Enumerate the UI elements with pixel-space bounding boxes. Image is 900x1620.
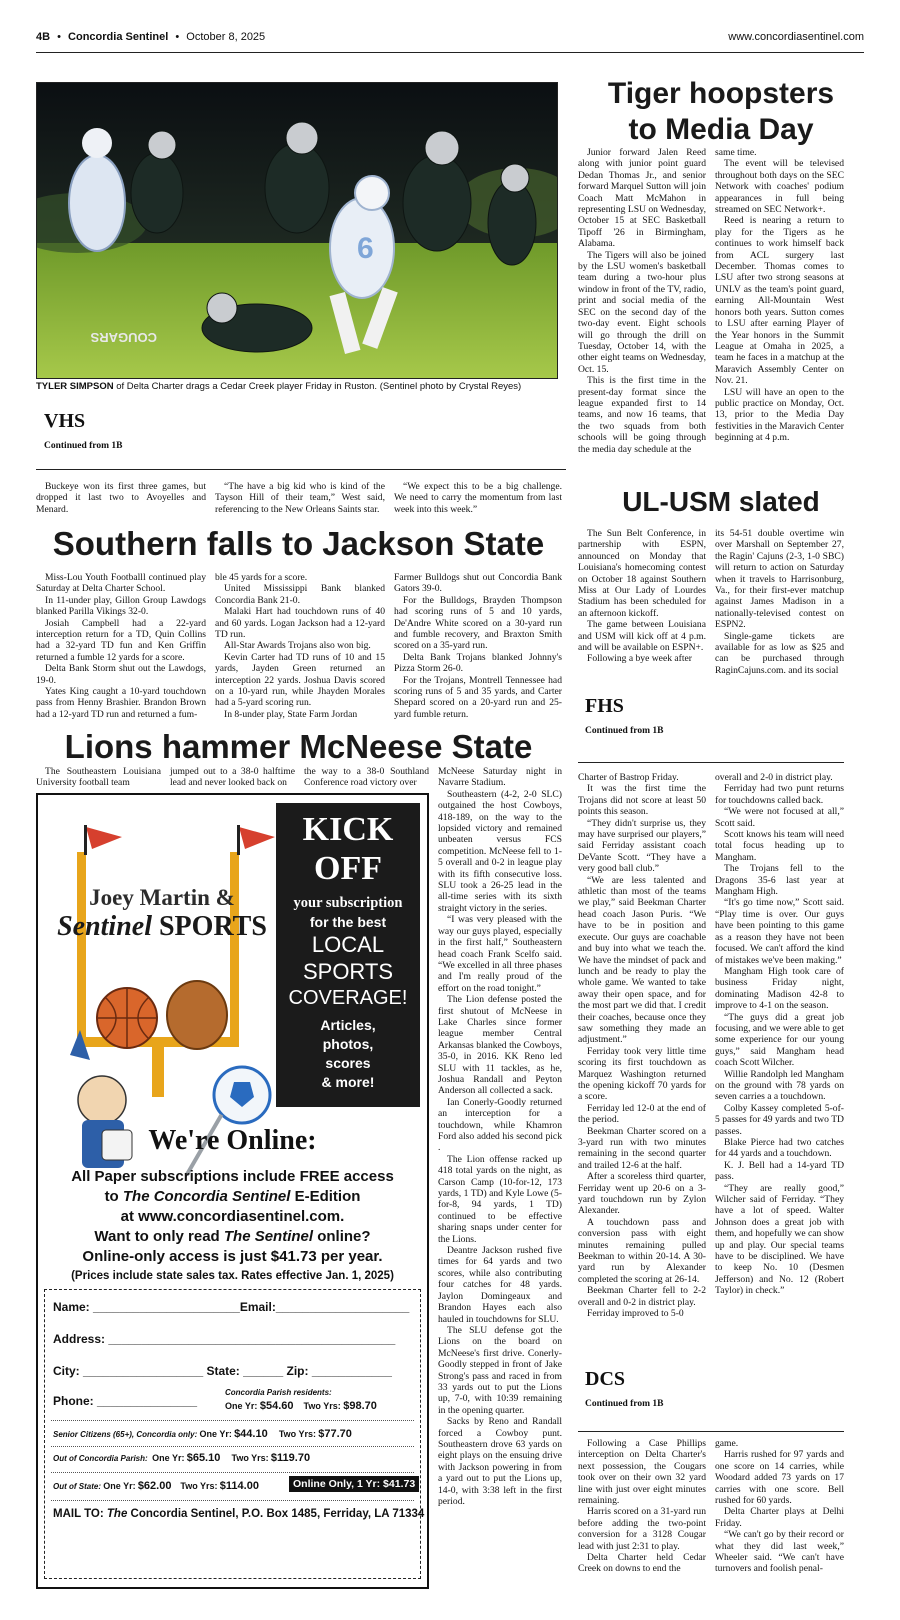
local-text: LOCAL bbox=[311, 932, 385, 957]
article-paragraph: Blake Pierce had two catches for 44 yards and a touchdown. bbox=[715, 1137, 844, 1160]
conc-one-price: $54.60 bbox=[259, 1400, 294, 1412]
vhs-col-2 bbox=[215, 481, 385, 515]
brand-sports: SPORTS bbox=[158, 911, 267, 942]
outstate-one-label: One Yr: bbox=[103, 1481, 136, 1491]
article-paragraph: Sacks by Reno and Randall forced a Cowboy punt. Southeastern drove 63 yards on eight plays on the ensuing drive with Jackson powering in from a yard out to put the Lions up, 14-0, with 3:38 left in the first period. bbox=[438, 1416, 562, 1507]
tiger-col-2 bbox=[715, 147, 844, 444]
online-line-3: at www.concordiasentinel.com. bbox=[120, 1208, 345, 1225]
article-paragraph: The SLU defense got the Lions on the board on McNeese's first drive. Conerly-Goodly stepped in front of Jake Strong's pass and raced in from 33 yards out to put the Lions up, 7-0, with 10:39 remaining in the opening quarter. bbox=[438, 1324, 562, 1416]
vhs-title: VHS bbox=[44, 410, 86, 432]
subscription-ad bbox=[36, 793, 429, 1589]
form-divider-2 bbox=[51, 1446, 414, 1447]
football-photo-illustration bbox=[37, 83, 557, 378]
senior-prices bbox=[53, 1428, 352, 1440]
brand-line-1: Joey Martin & bbox=[89, 885, 235, 910]
article-paragraph: Harris rushed for 97 yards and one score on 14 carries, while Woodard added 73 yards on 17 carries with one score. Bell rushed for 60 yards. bbox=[715, 1449, 844, 1507]
senior-one-label: One Yr: bbox=[199, 1429, 232, 1439]
out-concordia-prices bbox=[53, 1452, 310, 1464]
vhs-col-3 bbox=[394, 481, 562, 515]
article-paragraph: A touchdown pass and conversion pass with eight minutes remaining pulled Beekman to within 20-14. A 30-yard run by Alexander completed the scoring at 26-14. bbox=[578, 1216, 706, 1285]
vhs-col-1 bbox=[36, 481, 206, 515]
name-email-field[interactable]: Name: ______________________Email:____________________ bbox=[53, 1300, 410, 1314]
article-paragraph: Southeastern (4-2, 2-0 SLC) outgained the host Cowboys, 418-189, on the way to the lopsided victory and remained unbeaten versus FCS competition. McNeese fell to 1-5 overall and 0-2 in league play with its fifth consecutive loss. SLU took a 26-25 lead in the all-time series with its sixth straight victory in the series. bbox=[438, 788, 562, 914]
article-paragraph: Delta Bank Storm shut out the Lawdogs, 19-0. bbox=[36, 663, 206, 686]
article-paragraph: “The guys did a great job focusing, and we were able to get some experience for our young guys,” said Mangham head coach Scott Wilcher. bbox=[715, 1011, 844, 1069]
ulusm-col-1 bbox=[578, 528, 706, 665]
online-line-4c: online? bbox=[313, 1228, 371, 1245]
dcs-continued: Continued from 1B bbox=[585, 1399, 664, 1409]
vhs-paragraph: “We expect this to be a big challenge. We need to carry the momentum from last week into this week.” bbox=[394, 481, 562, 515]
address-field[interactable]: Address: ___________________________________________ bbox=[53, 1332, 396, 1346]
online-line-6: (Prices include state sales tax. Rates effective Jan. 1, 2025) bbox=[71, 1270, 394, 1282]
article-paragraph: For the Trojans, Montrell Tennessee had scoring runs of 5 and 35 yards, and Carter Shepard scored on a 20-yard run and 25-yard fumble return. bbox=[394, 674, 562, 720]
online-only-badge: Online Only, 1 Yr: $41.73 bbox=[289, 1476, 419, 1492]
article-paragraph: Following a Case Phillips interception on Delta Charter's next possession, the Cougars took over on their own 32 yard line with just over eight minutes remaining. bbox=[578, 1438, 706, 1507]
online-line-2a: to bbox=[104, 1188, 123, 1205]
website-link[interactable]: www.concordiasentinel.com bbox=[728, 31, 864, 43]
out-state-prices bbox=[53, 1480, 259, 1492]
article-paragraph: The event will be televised throughout both days on the SEC Network with coaches' podium appearances in full being streamed on SEC Network+. bbox=[715, 158, 844, 216]
baseball-glove-icon bbox=[167, 981, 227, 1049]
more-text: & more! bbox=[321, 1074, 375, 1090]
fan-mascot-icon bbox=[78, 1076, 126, 1124]
photos-text: photos, bbox=[322, 1036, 374, 1052]
online-line-4b: The Sentinel bbox=[223, 1228, 314, 1245]
article-paragraph: Ferriday had two punt returns for touchdowns called back. bbox=[715, 783, 844, 806]
form-divider-1 bbox=[51, 1420, 414, 1421]
fhs-title: FHS bbox=[585, 695, 624, 717]
caption-text: of Delta Charter drags a Cedar Creek player Friday in Ruston. (Sentinel photo by Crystal Reyes) bbox=[113, 381, 522, 392]
articles-text: Articles, bbox=[320, 1017, 376, 1033]
outconc-one-label: One Yr: bbox=[152, 1453, 185, 1463]
article-paragraph: overall and 2-0 in district play. bbox=[715, 772, 833, 783]
article-paragraph: The Lion defense posted the first shutout of McNeese in Lake Charles since former league member Central Arkansas blanked the Cowboys, 35-0, in 2016. KK Reno led SLU with 11 tackles, as he, Joshua Randall and Peyton Anderson all collected a sack. bbox=[438, 994, 562, 1097]
article-paragraph: K. J. Bell had a 14-yard TD pass. bbox=[715, 1159, 844, 1183]
mail-to-the: The bbox=[106, 1508, 128, 1520]
lions-paragraph: the way to a 38-0 Southland Conference road victory over bbox=[304, 766, 429, 789]
article-paragraph: Colby Kassey completed 5-of-5 passes for 49 yards and two TD passes. bbox=[715, 1102, 844, 1137]
article-paragraph: “It's go time now,” Scott said. “Play time is over. Our guys have been pointing to this game as a reason they have not been focused. We can't afford the kind of mistakes we've been making.” bbox=[715, 897, 844, 966]
article-paragraph: Miss-Lou Youth Footballl continued play Saturday at Delta Charter School. bbox=[36, 572, 206, 595]
vhs-paragraph: Buckeye won its first three games, but dropped it last two to Avoyelles and Menard. bbox=[36, 481, 206, 515]
article-paragraph: The Trojans fell to the Dragons 35-6 last year at Mangham High. bbox=[715, 863, 844, 898]
online-line-1: All Paper subscriptions include FREE access bbox=[71, 1168, 394, 1185]
tiger-col-1 bbox=[578, 147, 706, 455]
dcs-col-1 bbox=[578, 1438, 706, 1575]
article-paragraph: The Lion offense racked up 418 total yards on the night, as Carson Camp (10-for-12, 173 yards, 1 TD) and Kyle Lowe (5-for-8, 94 yards, 1 TD) continued to be effective sharing snaps under center for the Lions. bbox=[438, 1153, 562, 1245]
article-paragraph: Ferriday took very little time scoring its first touchdown as Marquez Washington returned the opening kickoff 70 yards for a score. bbox=[578, 1045, 706, 1103]
article-paragraph: The Tigers will also be joined by the LSU women's basketball team during a two-hour plus window in front of the TV, radio, print and social media of the SEC on the second day of the two-day event. Eight schools will go through the drill on Tuesday, October 14, with the other eight teams on Wednesday, Oct. 15. bbox=[578, 249, 706, 375]
article-paragraph: “We can't go by their record or what they did last week,” Wheeler said. “We can't have turnovers and foolish penal- bbox=[715, 1529, 844, 1575]
tiger-headline-line-2: to Media Day bbox=[628, 113, 814, 146]
article-paragraph: “We are less talented and athletic than most of the teams we play,” said Beekman Charter head coach Jason Puris. “We have to be in position and execute. Our guys are coachable and buy into what we teach the. We have the mindset of pack and lunch and be ready to play the whole game. We wanted to take away their open space, and for the most part we did that. I credit their coaches, because once they saw something they made an adjustment.” bbox=[578, 874, 706, 1046]
kick-text: KICK bbox=[302, 811, 394, 848]
outconc-two-label: Two Yrs: bbox=[231, 1453, 269, 1463]
article-paragraph: Ferriday led 12-0 at the end of the period. bbox=[578, 1102, 706, 1126]
outconc-two-price: $119.70 bbox=[270, 1452, 311, 1464]
online-line-5: Online-only access is just $41.73 per year. bbox=[82, 1248, 383, 1265]
online-line-2b: The Concordia Sentinel bbox=[122, 1188, 291, 1205]
article-paragraph: Yates King caught a 10-yard touchdown pass from Henny Brashier. Brandon Brown had a 12-yard TD run and returned a fum- bbox=[36, 686, 206, 720]
article-paragraph: Mangham High took care of business Friday night, dominating Madison 42-8 to improve to 4-1 on the season. bbox=[715, 965, 844, 1012]
ulusm-col-2 bbox=[715, 528, 844, 676]
article-paragraph: LSU will have an open to the public practice on Monday, Oct. 13, prior to the Media Day festivities in the Maravich Center beginning at 4 p.m. bbox=[715, 386, 844, 444]
concordia-prices bbox=[225, 1400, 377, 1412]
page-number: 4B bbox=[36, 31, 51, 43]
senior-two-label: Two Yrs: bbox=[278, 1429, 317, 1439]
southern-col-3 bbox=[394, 572, 562, 720]
article-paragraph: Junior forward Jalen Reed along with junior point guard Dedan Thomas Jr., and senior forward Marquel Sutton will join Coach Matt McMahon in representing LSU on Wednesday, October 15 at SEC Basketball Tipoff '26 in Birmingham, Alabama. bbox=[578, 147, 706, 250]
fhs-rule bbox=[578, 762, 844, 763]
fhs-section bbox=[585, 695, 663, 736]
dcs-rule bbox=[578, 1431, 844, 1432]
ulusm-headline: UL-USM slated bbox=[622, 486, 820, 517]
article-paragraph: Ferriday improved to 5-0 bbox=[587, 1308, 684, 1320]
coverage-text: COVERAGE! bbox=[288, 987, 408, 1009]
article-paragraph: This is the first time in the present-day format since the league expanded first to 14 teams, and now 16 teams, that the two squads from both schools will be going through the media day schedule at the bbox=[578, 375, 706, 455]
for-best-text: for the best bbox=[309, 914, 387, 930]
article-paragraph: Single-game tickets are available for as low as $25 and can be purchased through RaginCajuns.com. and its social bbox=[715, 630, 844, 676]
article-paragraph: Scott knows his team will need total focus heading up to Mangham. bbox=[715, 829, 844, 863]
senior-label: Senior Citizens (65+), Concordia only: bbox=[53, 1430, 198, 1439]
tiger-headline bbox=[573, 76, 869, 148]
article-paragraph: “They didn't surprise us, they may have surprised our players,” said Ferriday assistant coach DeVante Scott. “They have a very good ball club.” bbox=[578, 817, 706, 875]
phone-field[interactable]: Phone: _______________ bbox=[53, 1394, 198, 1408]
dcs-col-2 bbox=[715, 1438, 844, 1575]
conc-two-label: Two Yrs: bbox=[303, 1401, 341, 1411]
sports-items-illustration bbox=[42, 970, 280, 1200]
online-copy bbox=[42, 1167, 423, 1285]
concordia-label: Concordia Parish residents: bbox=[225, 1388, 332, 1397]
article-paragraph: The game between Louisiana and USM will kick off at 4 p.m. and will be available on ESPN+. bbox=[578, 619, 706, 654]
tiger-headline-line-1: Tiger hoopsters bbox=[607, 77, 835, 110]
lions-top-1 bbox=[36, 766, 161, 789]
svg-text:COUGARS: COUGARS bbox=[90, 330, 157, 345]
lions-paragraph: The Southeastern Louisiana University football team bbox=[36, 766, 161, 789]
brand-line-2 bbox=[46, 911, 278, 943]
fhs-col-1 bbox=[578, 772, 706, 1320]
conc-one-label: One Yr: bbox=[225, 1401, 258, 1411]
mail-to-label: MAIL TO: bbox=[53, 1508, 107, 1520]
form-divider-3 bbox=[51, 1472, 414, 1473]
lions-paragraph: jumped out to a 38-0 halftime lead and never looked back on bbox=[170, 766, 295, 789]
outconc-one-price: $65.10 bbox=[186, 1452, 221, 1464]
form-divider-4 bbox=[51, 1500, 414, 1501]
dcs-section bbox=[585, 1368, 663, 1409]
caption-name: TYLER SIMPSON bbox=[36, 381, 114, 392]
article-paragraph: Deantre Jackson rushed five times for 64 yards and two scores, while also contributing four catches for 48 yards. Jaylon Domingeaux and Brandon Hayes each also hauled in touchdowns for SLU. bbox=[438, 1245, 562, 1325]
lions-top-3 bbox=[304, 766, 429, 789]
southern-headline: Southern falls to Jackson State bbox=[52, 525, 545, 562]
outstate-two-label: Two Yrs: bbox=[180, 1481, 218, 1491]
article-paragraph: Malaki Hart had touchdown runs of 40 and 60 yards. Logan Jackson had a 12-yard TD run. bbox=[215, 606, 385, 641]
online-title: We're Online: bbox=[148, 1125, 317, 1156]
kickoff-panel bbox=[276, 803, 420, 1107]
outstate-one-price: $62.00 bbox=[137, 1480, 172, 1492]
article-paragraph: Willie Randolph led Mangham on the ground with 78 yards on seven carries a a touchdown. bbox=[715, 1068, 844, 1103]
article-paragraph: same time. bbox=[715, 147, 757, 158]
article-paragraph: “They are really good,” Wilcher said of Ferriday. “They have a lot of speed. Walter Johnson does a great job with them, and hopefully we can show up and play. Our special teams have to be disciplined. We have to keep No. 10 (Desmen Jefferson) and No. 12 (Robert Taylor) in check.” bbox=[715, 1182, 844, 1297]
vhs-paragraph: “The have a big kid who is kind of the Tayson Hill of their team,” West said, referencing to the New Orleans Saints star. bbox=[215, 481, 385, 515]
article-paragraph: Farmer Bulldogs shut out Concordia Bank Gators 39-0. bbox=[394, 572, 562, 595]
online-line-2 bbox=[42, 1187, 423, 1207]
article-paragraph: The Sun Belt Conference, in partnership with ESPN, announced on Monday that Louisiana's homecoming contest on October 18 against Southern Miss at Our Lady of Lourdes Stadium has been scheduled for an afternoon kickoff. bbox=[578, 528, 706, 619]
off-text: OFF bbox=[314, 850, 382, 887]
mail-to-address: Concordia Sentinel, P.O. Box 1485, Ferriday, LA 71334 bbox=[127, 1508, 425, 1520]
article-paragraph: Delta Charter held Cedar Creek on downs to end the bbox=[578, 1552, 706, 1575]
southern-col-1 bbox=[36, 572, 206, 720]
online-line-2c: E-Edition bbox=[290, 1188, 361, 1205]
article-paragraph: After a scoreless third quarter, Ferriday went up 20-6 on a 3-yard touchdown run by Zylon Alexander. bbox=[578, 1171, 706, 1217]
scores-text: scores bbox=[325, 1055, 371, 1071]
conc-two-price: $98.70 bbox=[343, 1400, 377, 1412]
article-paragraph: Ian Conerly-Goodly returned an interception for a touchdown, while Khamron Ford also added his second pick . bbox=[438, 1096, 562, 1154]
outstate-two-price: $114.00 bbox=[219, 1480, 259, 1492]
article-paragraph: Kevin Carter had TD runs of 10 and 15 yards, Jayden Green returned an interception 22 yards. Joshua Davis scored on a 10-yard run, while Jhayden Morales had a 5-yard scoring run. bbox=[215, 651, 385, 709]
header-rule bbox=[36, 52, 864, 53]
outconc-label: Out of Concordia Parish: bbox=[53, 1454, 148, 1463]
article-paragraph: Delta Bank Trojans blanked Johnny's Pizza Storm 26-0. bbox=[394, 651, 562, 675]
article-paragraph: game. bbox=[715, 1438, 739, 1449]
article-paragraph: Delta Charter plays at Delhi Friday. bbox=[715, 1506, 844, 1529]
svg-text:6: 6 bbox=[357, 232, 374, 265]
article-paragraph: In 11-under play, Gillon Group Lawdogs blanked Parilla Vikings 32-0. bbox=[36, 594, 206, 618]
article-paragraph: United Mississippi Bank blanked Concordia Bank 21-0. bbox=[215, 583, 385, 606]
lions-headline: Lions hammer McNeese State bbox=[64, 728, 533, 765]
lions-col-main bbox=[438, 766, 562, 1507]
paper-name: Concordia Sentinel bbox=[68, 31, 169, 43]
article-paragraph: ble 45 yards for a score. bbox=[215, 572, 308, 583]
dcs-title: DCS bbox=[585, 1368, 626, 1390]
southern-col-2 bbox=[215, 572, 385, 720]
vhs-section bbox=[44, 410, 122, 451]
lions-top-2 bbox=[170, 766, 295, 789]
your-subscription-text: your subscription bbox=[293, 895, 403, 911]
subscription-form bbox=[44, 1289, 425, 1579]
page-header bbox=[36, 31, 864, 43]
online-line-4 bbox=[42, 1227, 423, 1247]
article-paragraph: Reed is nearing a return to play for the Tigers as he continues to work himself back from ACL surgery last December. Thomas comes to LSU after two strong seasons at UNLV as the team's point guard, earning All-Mountain West honors both years. Sutton comes to LSU after earning Player of the Year honors in the Summit League at Omaha in 2025, a team he faces in a matchup at the Maravich Assembly Center on Nov. 21. bbox=[715, 215, 844, 387]
mail-to-line bbox=[53, 1508, 425, 1520]
article-paragraph: Charter of Bastrop Friday. bbox=[578, 772, 679, 783]
football-photo bbox=[36, 82, 558, 379]
article-paragraph: McNeese Saturday night in Navarre Stadium. bbox=[438, 766, 562, 789]
article-paragraph: Harris scored on a 31-yard run before adding the two-point conversion for a 3128 Cougar lead with just 2:31 to play. bbox=[578, 1506, 706, 1552]
vhs-rule bbox=[36, 469, 566, 470]
article-paragraph: “I was very pleased with the way our guys played, especially in the first half,” Southeastern head coach Frank Scelfo said. “We excelled in all three phases and I'm really proud of the effort on the road tonight.” bbox=[438, 914, 562, 994]
article-paragraph: “We were not focused at all,” Scott said. bbox=[715, 806, 844, 829]
sports-text: SPORTS bbox=[302, 959, 394, 984]
article-paragraph: Beekman Charter fell to 2-2 overall and 0-2 in district play. bbox=[578, 1285, 706, 1308]
article-paragraph: its 54-51 double overtime win over Marshall on September 27, the Ragin' Cajuns (2-3, 1-0 SBC) will return to action on Saturday when it travels to Harrisonburg, Va., for their first-ever matchup against James Madison in a nationally-televised contest on ESPN2. bbox=[715, 528, 844, 631]
fhs-continued: Continued from 1B bbox=[585, 726, 664, 736]
header-dot-2: • bbox=[175, 31, 180, 43]
senior-one-price: $44.10 bbox=[234, 1428, 268, 1440]
header-dot-1: • bbox=[57, 31, 61, 43]
outstate-label: Out of State: bbox=[53, 1482, 101, 1491]
online-line-4a: Want to only read bbox=[94, 1228, 224, 1245]
article-paragraph: Following a bye week after bbox=[587, 653, 692, 665]
article-paragraph: Josiah Campbell had a 22-yard interception return for a TD, Quin Collins had a 32-yard TD fun and Ken Griffin returned a fumble 12 yards for a score. bbox=[36, 617, 206, 663]
photo-caption bbox=[36, 381, 561, 392]
vhs-continued: Continued from 1B bbox=[44, 441, 123, 451]
senior-two-price: $77.70 bbox=[318, 1428, 352, 1440]
article-paragraph: In 8-under play, State Farm Jordan bbox=[224, 708, 358, 720]
article-paragraph: Beekman Charter scored on a 3-yard run with two minutes remaining in the second quarter and trailed 12-6 at the half. bbox=[578, 1125, 706, 1171]
city-state-zip-field[interactable]: City: __________________ State: ______ Zip: ____________ bbox=[53, 1364, 392, 1378]
issue-date: October 8, 2025 bbox=[186, 31, 266, 43]
brand-sentinel: Sentinel bbox=[57, 911, 152, 942]
article-paragraph: For the Bulldogs, Brayden Thompson had scoring runs of 5 and 10 yards, De'Andre White scored on a 30-yard run and fumble recovery, and Braxton Smith scored on a 35-yard run. bbox=[394, 594, 562, 652]
ad-brand bbox=[46, 885, 278, 943]
fhs-col-2 bbox=[715, 772, 844, 1297]
article-paragraph: All-Star Awards Trojans also won big. bbox=[224, 640, 371, 652]
article-paragraph: It was the first time the Trojans did not score at least 50 points this season. bbox=[578, 783, 706, 818]
